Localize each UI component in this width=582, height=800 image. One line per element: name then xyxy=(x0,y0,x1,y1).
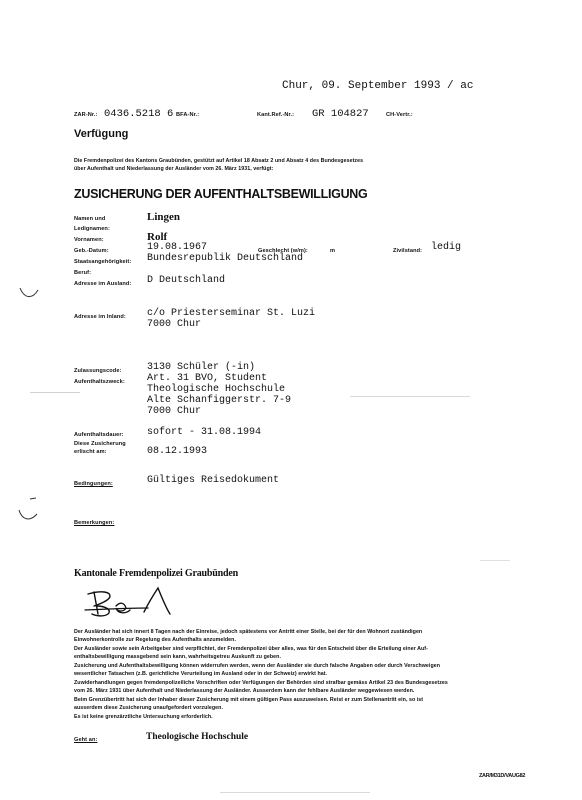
scan-mark-bottom xyxy=(16,496,40,526)
note-line-6: wesentlicher Tatsachen (z.B. gerichtliche Verurteilung im Ausland oder in der Schweiz) erwirkt hat. xyxy=(74,671,328,677)
ausland-value: D Deutschland xyxy=(147,275,226,286)
staat-value: Bundesrepublik Deutschland xyxy=(147,253,304,264)
beruf-label: Beruf: xyxy=(74,270,92,276)
zweck-line-1: Art. 31 BVO, Student xyxy=(147,373,268,384)
zar-label: ZAR-Nr.: xyxy=(74,112,98,118)
note-line-7: Zuwiderhandlungen gegen fremdenpolizeiliche Vorschriften oder Verfügungen der Behörden sind strafbar gemäss Artikel 23 des Bundesgesetzes xyxy=(74,680,448,686)
note-line-4: enthaltsbewilligung massgebend sein kann, wahrheitsgetreu Auskunft zu geben. xyxy=(74,654,281,660)
zweck-line-3: Alte Schanfiggerstr. 7-9 xyxy=(147,395,292,406)
vorname-value: Rolf xyxy=(147,231,168,243)
bfa-label: BFA-Nr.: xyxy=(176,112,200,118)
zulassung-label: Zulassungscode: xyxy=(74,368,122,374)
note-line-10: ausserdem diese Zusicherung unaufgefordert vorzulegen. xyxy=(74,705,223,711)
ausland-label: Adresse im Ausland: xyxy=(74,281,132,287)
kant-ref-label: Kant.Ref.-Nr.: xyxy=(257,112,295,118)
name-value: Lingen xyxy=(147,211,181,223)
geb-label: Geb.-Datum: xyxy=(74,248,109,254)
zivilstand-value: ledig xyxy=(431,242,462,253)
bedingungen-value: Gültiges Reisedokument xyxy=(147,475,280,486)
erlischt-value: 08.12.1993 xyxy=(147,446,208,457)
geschlecht-value: m xyxy=(330,248,336,254)
zulassung-value: 3130 Schüler (-in) xyxy=(147,362,256,373)
geb-value: 19.08.1967 xyxy=(147,242,208,253)
note-line-1: Der Ausländer hat sich innert 8 Tagen nach der Einreise, jedoch spätestens vor Antritt einer Stelle, bei der für den Wohnort zuständigen xyxy=(74,629,423,635)
bemerkungen-label: Bemerkungen: xyxy=(74,520,115,526)
name-label: Namen und xyxy=(74,216,106,222)
geht-an-label: Geht an: xyxy=(74,737,98,743)
zweck-line-4: 7000 Chur xyxy=(147,406,202,417)
scan-noise-line-4 xyxy=(480,560,510,561)
vorname-label: Vornamen: xyxy=(74,237,104,243)
scan-noise-line-1 xyxy=(30,392,80,393)
document-title: Verfügung xyxy=(74,128,129,140)
zar-value: 0436.5218 6 xyxy=(104,108,174,120)
dauer-label: Aufenthaltsdauer: xyxy=(74,432,124,438)
dauer-value: sofort - 31.08.1994 xyxy=(147,427,262,438)
geht-an-value: Theologische Hochschule xyxy=(146,732,249,742)
note-line-3: Der Ausländer sowie sein Arbeitgeber sind verpflichtet, der Fremdenpolizei über alles, was für den Entscheid über die Erteilung einer Auf- xyxy=(74,646,428,652)
place-date: Chur, 09. September 1993 / ac xyxy=(282,80,474,92)
inland-line-1: c/o Priesterseminar St. Luzi xyxy=(147,308,316,319)
note-line-8: vom 26. März 1931 über Aufenthalt und Niederlassung der Ausländer. Ausserdem kann der fehlbare Ausländer weggewiesen werden. xyxy=(74,688,415,694)
intro-line-2: über Aufenthalt und Niederlassung der Ausländer vom 26. März 1931, verfügt: xyxy=(74,166,274,172)
bedingungen-label: Bedingungen: xyxy=(74,481,113,487)
intro-line-1: Die Fremdenpolizei des Kantons Graubünden, gestützt auf Artikel 18 Absatz 2 und Absatz 4 des Bundesgesetzes xyxy=(74,158,364,164)
erlischt-label-1: Diese Zusicherung xyxy=(74,441,126,447)
handwritten-signature xyxy=(82,584,182,622)
footer-form-code: ZAR/M31D/VAUG82 xyxy=(479,773,526,779)
scan-noise-line-3 xyxy=(220,792,370,793)
geschlecht-label: Geschlecht (w/m): xyxy=(258,248,308,254)
ledig-label: Ledignamen: xyxy=(74,226,110,232)
note-line-5: Zusicherung und Aufenthaltsbewilligung können widerrufen werden, wenn der Ausländer sie durch falsche Angaben oder durch Verschweigen xyxy=(74,663,441,669)
inland-line-2: 7000 Chur xyxy=(147,319,202,330)
note-line-9: Beim Grenzübertritt hat sich der Inhaber dieser Zusicherung mit einem gültigen Pass auszuweisen. Reist er zum Stellenantritt ein, so ist xyxy=(74,697,424,703)
note-line-11: Es ist keine grenzärztliche Untersuchung erforderlich. xyxy=(74,714,213,720)
scan-mark-top xyxy=(18,284,40,304)
staat-label: Staatsangehörigkeit: xyxy=(74,259,132,265)
zweck-line-2: Theologische Hochschule xyxy=(147,384,286,395)
main-heading: ZUSICHERUNG DER AUFENTHALTSBEWILLIGUNG xyxy=(74,187,368,201)
scan-noise-line-2 xyxy=(350,396,470,397)
note-line-2: Einwohnerkontrolle zur Regelung des Aufenthalts anzumelden. xyxy=(74,637,236,643)
zweck-label: Aufenthaltszweck: xyxy=(74,379,125,385)
authority-name: Kantonale Fremdenpolizei Graubünden xyxy=(74,568,238,579)
inland-label: Adresse im Inland: xyxy=(74,314,126,320)
erlischt-label-2: erlischt am: xyxy=(74,449,107,455)
ch-vertr-label: CH-Vertr.: xyxy=(386,112,413,118)
zivilstand-label: Zivilstand: xyxy=(393,248,423,254)
kant-ref-value: GR 104827 xyxy=(312,108,369,120)
